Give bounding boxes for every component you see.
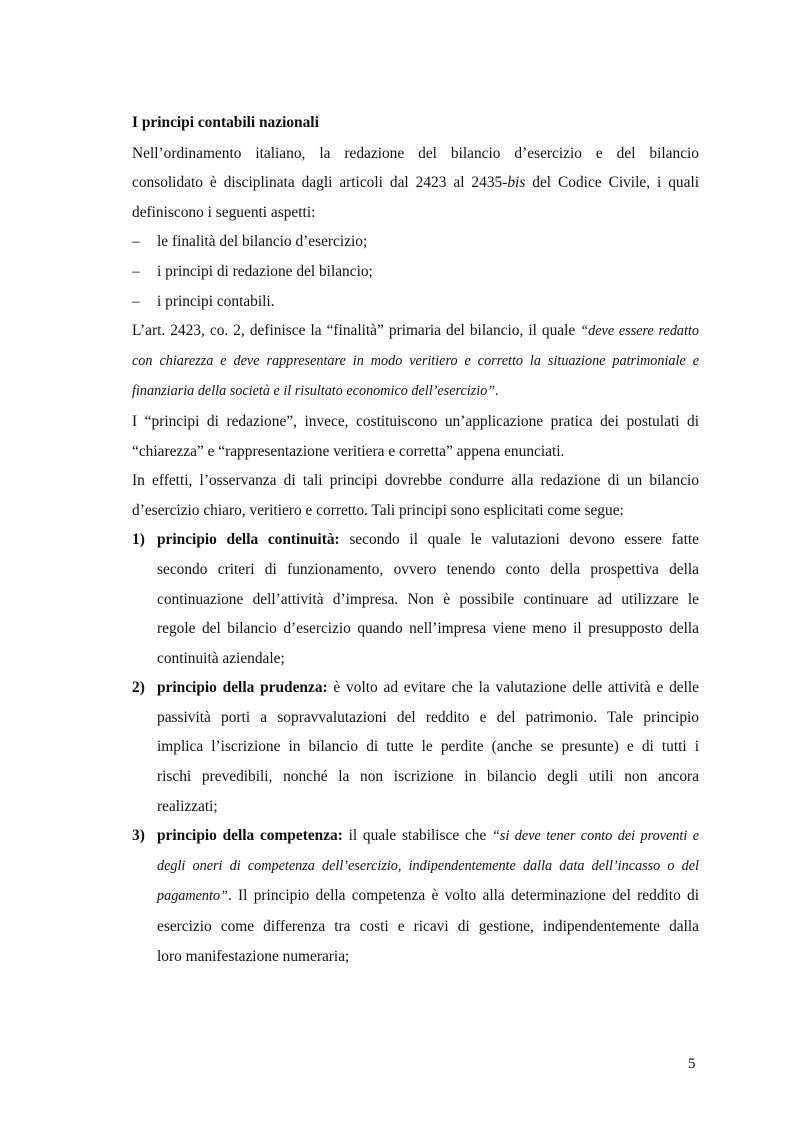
principle-body: principio della prudenza: è volto ad evitare che la valutazione delle attività e delle passività porti a sopravvalutazioni del reddito e del patrimonio. Tale principio implica l’iscrizione in bilancio di tutte le perdite (anche se presunte) e di tutti i rischi prevedibili, nonché la non iscrizione in bilancio degli utili non ancora realizzati; [157,679,699,815]
intro-line-3: definiscono i seguenti aspetti: [132,203,316,221]
section-heading: I principi contabili nazionali [132,114,319,131]
principle-body: principio della competenza: il quale stabilisce che “si deve tener conto dei proventi e degli oneri di competenza dell’esercizio, indipendentemente dalla data dell’incasso o del pagamento”. Il principio della competenza è volto alla determinazione del reddito di esercizio come differenza tra costi e ricavi di gestione, indipendentemente dalla loro manifestazione numeraria; [157,827,699,965]
principle-item [132,525,699,673]
intro-line-1: Nell’ordinamento italiano, la redazione del bilancio d’esercizio e del bilancio [132,144,699,162]
redazione-paragraph [132,407,699,466]
art-line-2: con chiarezza e deve rappresentare in modo veritiero e corretto la situazione patrimoniale e [132,352,699,369]
principle-number: 3) [132,827,145,845]
principle-number: 1) [132,531,145,549]
intro-line-2: consolidato è disciplinata dagli articoli dal 2423 al 2435-bis del Codice Civile, i quali [132,174,699,192]
list-item: – le finalità del bilancio d’esercizio; [132,233,368,251]
effetti-line-1: In effetti, l’osservanza di tali principi dovrebbe condurre alla redazione di un bilancio [132,472,699,490]
page-number: 5 [688,1056,696,1072]
effetti-line-2: d’esercizio chiaro, veritiero e corretto. Tali principi sono esplicitati come segue: [132,501,624,519]
intro-paragraph [132,139,699,228]
principle-item [132,821,699,971]
principle-number: 2) [132,679,145,697]
page-body [132,108,699,971]
art-line-3: finanziaria della società e il risultato economico dell’esercizio”. [132,383,499,400]
aspects-list [132,227,699,316]
effetti-paragraph [132,466,699,525]
principle-body: principio della continuità: secondo il quale le valutazioni devono essere fatte secondo criteri di funzionamento, ovvero tenendo conto della prospettiva della continuazione dell’attività d’impresa. Non è possibile continuare ad utilizzare le regole del bilancio d’esercizio quando nell’impresa viene meno il presupposto della continuità aziendale; [157,531,699,667]
principle-item [132,673,699,821]
redazione-line-2: “chiarezza” e “rappresentazione veritiera e corretta” appena enunciati. [132,442,565,460]
list-item: – i principi di redazione del bilancio; [132,262,373,280]
redazione-line-1: I “principi di redazione”, invece, costituiscono un’applicazione pratica dei postulati di [132,412,699,430]
art-line-1: L’art. 2423, co. 2, definisce la “finalità” primaria del bilancio, il quale “deve essere redatto [132,322,699,340]
art-paragraph [132,316,699,407]
list-item: – i principi contabili. [132,292,275,310]
